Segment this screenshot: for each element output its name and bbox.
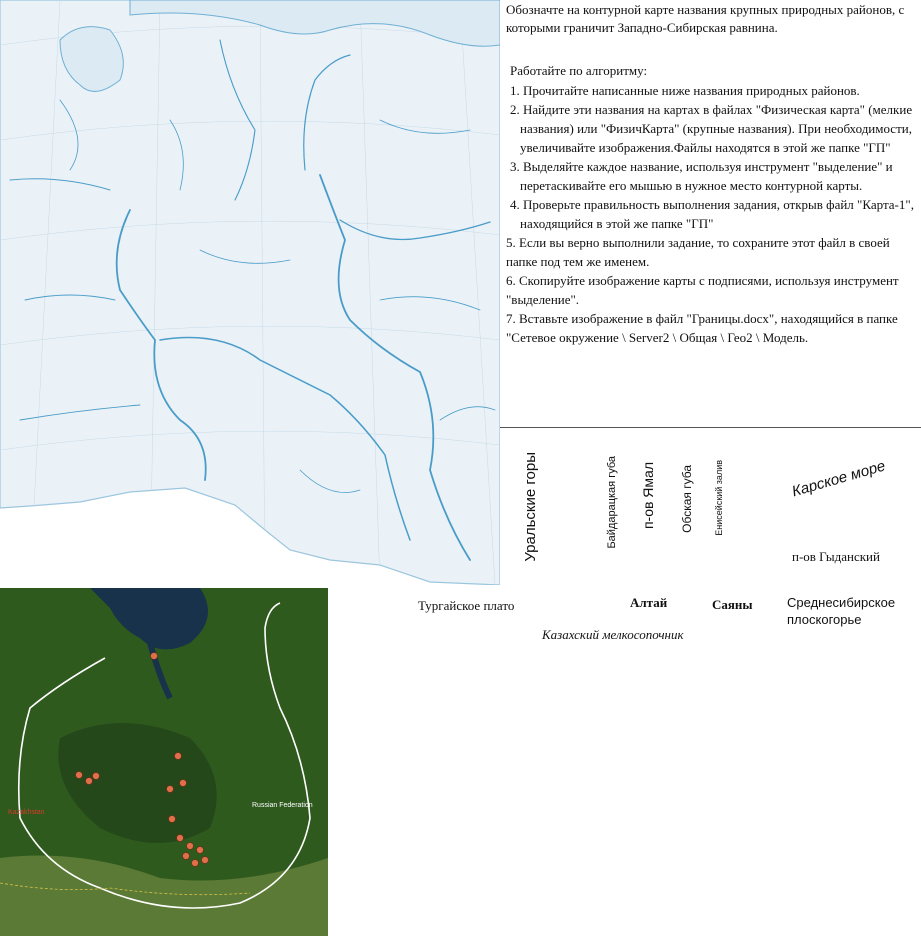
marker	[187, 843, 194, 850]
marker	[86, 778, 93, 785]
marker	[177, 835, 184, 842]
marker	[167, 786, 174, 793]
label-turgai-plateau[interactable]: Тургайское плато	[418, 598, 515, 613]
label-yamal-peninsula[interactable]: п-ов Ямал	[640, 462, 656, 530]
marker	[183, 853, 190, 860]
step-4: 4. Проверьте правильность выполнения задания, открыв файл "Карта-1", находящийся в этой же папке "ГП"	[510, 197, 914, 231]
marker	[192, 860, 199, 867]
label-altai[interactable]: Алтай	[630, 595, 668, 610]
task-intro: Обозначте на контурной карте названия крупных природных районов, с которыми граничит Западно-Сибирская равнина.	[506, 2, 905, 35]
step-6: 6. Скопируйте изображение карты с подписями, используя инструмент "выделение".	[506, 273, 899, 307]
label-central-siberian-plateau[interactable]: Среднесибирское плоскогорье	[787, 595, 896, 627]
label-gydan-peninsula[interactable]: п-ов Гыданский	[792, 549, 880, 564]
satellite-label-left: Kazakhstan	[8, 809, 45, 816]
marker	[202, 857, 209, 864]
step-5: 5. Если вы верно выполнили задание, то сохраните этот файл в своей папке под тем же именем.	[506, 235, 890, 269]
marker	[151, 653, 158, 660]
label-kara-sea[interactable]: Карское море	[790, 457, 888, 501]
label-kazakh-uplands[interactable]: Казахский мелкосопочник	[542, 627, 684, 642]
marker	[93, 773, 100, 780]
label-sayany[interactable]: Саяны	[712, 597, 753, 612]
contour-map	[0, 0, 500, 585]
label-yeniseisky-gulf[interactable]: Енисейский залив	[714, 460, 724, 536]
land-area	[0, 0, 500, 585]
step-3: 3. Выделяйте каждое название, используя инструмент "выделение" и перетаскивайте его мышью в нужное место контурной карты.	[510, 159, 893, 193]
marker	[197, 847, 204, 854]
marker	[180, 780, 187, 787]
label-baydaratskaya-bay[interactable]: Байдарацкая губа	[606, 456, 618, 549]
marker	[76, 772, 83, 779]
satellite-map	[0, 588, 328, 936]
marker	[175, 753, 182, 760]
step-7: 7. Вставьте изображение в файл "Границы.docx", находящийся в папке "Сетевое окружение \ Server2 \ Общая \ Гео2 \ Модель.	[506, 311, 898, 345]
satellite-label-right: Russian Federation	[252, 802, 313, 809]
label-ural-mountains[interactable]: Уральские горы	[522, 452, 539, 562]
step-1: 1. Прочитайте написанные ниже названия природных районов.	[510, 83, 860, 98]
divider-line	[500, 427, 921, 428]
step-2: 2. Найдите эти названия на картах в файлах "Физическая карта" (мелкие названия) или "ФизичКарта" (крупные названия). При необходимости, увеличивайте изображения.Файлы находятся в этой же папке "ГП"	[510, 102, 913, 155]
marker	[169, 816, 176, 823]
label-obskaya-bay[interactable]: Обская губа	[680, 465, 694, 533]
algorithm-title: Работайте по алгоритму:	[510, 63, 648, 78]
algorithm-steps	[506, 81, 918, 347]
